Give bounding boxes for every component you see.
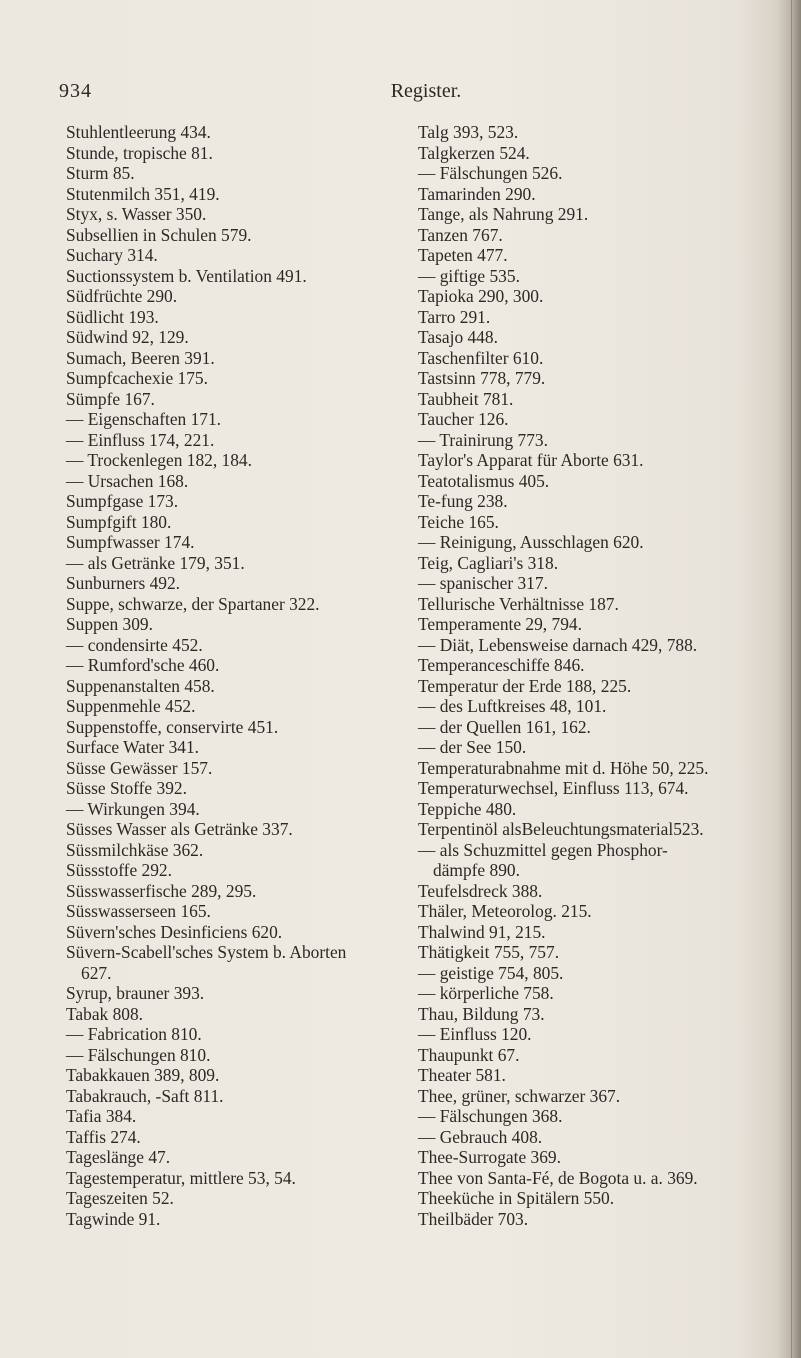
index-entry: Süsse Stoffe 392.: [66, 778, 187, 798]
index-entry: Teatotalismus 405.: [418, 470, 550, 491]
index-entry: Theeküche in Spitälern 550.: [418, 1188, 615, 1208]
index-entry: Thaupunkt 67.: [418, 1044, 520, 1065]
index-entry: Tanzen 767.: [418, 224, 503, 245]
page-header: [0, 80, 801, 106]
index-entry: Thee von Santa-Fé, de Bogota u. a. 369.: [418, 1167, 698, 1188]
index-entry: Thee-Surrogate 369.: [418, 1147, 561, 1167]
page-edge-line: [791, 0, 792, 1358]
index-entry: Sümpfe 167.: [66, 388, 155, 409]
index-entry: Süsse Gewässer 157.: [66, 757, 213, 778]
index-entry: Taschenfilter 610.: [418, 347, 544, 368]
index-entry: Tabakrauch, -Saft 811.: [66, 1085, 224, 1106]
index-column-right: [418, 122, 780, 1229]
index-entry: Tageszeiten 52.: [66, 1188, 174, 1208]
index-entry: Süssmilchkäse 362.: [66, 839, 204, 860]
index-entry: — geistige 754, 805.: [418, 962, 564, 983]
index-entry: Tamarinden 290.: [418, 183, 536, 204]
index-entry: Süssstoffe 292.: [66, 860, 172, 880]
page-edge-shadow: [777, 0, 801, 1358]
index-entry: Temperaturwechsel, Einfluss 113, 674.: [418, 778, 689, 798]
index-entry: Sumach, Beeren 391.: [66, 347, 215, 368]
index-entry: Tabakkauen 389, 809.: [66, 1065, 220, 1085]
index-entry: — Diät, Lebensweise darnach 429, 788.: [418, 634, 698, 655]
index-entry: — des Luftkreises 48, 101.: [418, 696, 607, 716]
index-entry: — Ursachen 168.: [66, 470, 189, 491]
index-entry: — Fälschungen 810.: [66, 1044, 211, 1065]
index-entry: Temperatur der Erde 188, 225.: [418, 675, 632, 696]
index-entry: Thalwind 91, 215.: [418, 921, 546, 942]
index-entry: — der See 150.: [418, 737, 527, 757]
index-entry: — Trockenlegen 182, 184.: [66, 450, 252, 470]
index-entry: Süvern'sches Desinficiens 620.: [66, 921, 283, 942]
index-entry: Te-fung 238.: [418, 491, 508, 511]
index-entry: — condensirte 452.: [66, 634, 203, 655]
index-entry: Sturm 85.: [66, 163, 135, 183]
index-entry: Temperanceschiffe 846.: [418, 655, 585, 675]
index-entry: Tellurische Verhältnisse 187.: [418, 593, 619, 614]
index-entry: Suppenstoffe, conservirte 451.: [66, 716, 279, 737]
index-entry: Stutenmilch 351, 419.: [66, 183, 220, 204]
index-entry: Talgkerzen 524.: [418, 142, 530, 163]
page-number: 934: [59, 80, 92, 102]
index-entry: — spanischer 317.: [418, 573, 548, 593]
index-entry: Theilbäder 703.: [418, 1208, 529, 1229]
index-entry: Südwind 92, 129.: [66, 327, 189, 347]
index-entry: Süsswasserseen 165.: [66, 901, 211, 921]
index-entry: Suppenanstalten 458.: [66, 675, 215, 696]
index-entry: Talg 393, 523.: [418, 122, 519, 142]
index-entry: — Trainirung 773.: [418, 429, 548, 450]
index-entry: Suppe, schwarze, der Spartaner 322.: [66, 593, 320, 614]
index-entry: — Rumford'sche 460.: [66, 655, 220, 675]
index-entry: — als Schuzmittel gegen Phosphor-: [418, 839, 668, 860]
index-entry: Teig, Cagliari's 318.: [418, 552, 559, 573]
index-entry: Syrup, brauner 393.: [66, 983, 205, 1003]
index-entry: Subsellien in Schulen 579.: [66, 224, 252, 245]
index-entry: Tastsinn 778, 779.: [418, 368, 546, 388]
index-entry: — Eigenschaften 171.: [66, 409, 222, 429]
index-entry: Tagwinde 91.: [66, 1208, 161, 1229]
index-entry: — Fälschungen 368.: [418, 1106, 563, 1126]
index-column-left: [66, 122, 391, 1229]
index-entry: — Fabrication 810.: [66, 1024, 202, 1044]
index-entry: Temperamente 29, 794.: [418, 614, 582, 634]
index-entry: Süvern-Scabell'sches System b. Aborten: [66, 942, 347, 962]
index-entry: dämpfe 890.: [433, 860, 520, 880]
index-entry: Sumpfgase 173.: [66, 491, 179, 511]
index-entry: — der Quellen 161, 162.: [418, 716, 591, 737]
index-entry: Suctionssystem b. Ventilation 491.: [66, 265, 307, 286]
index-entry: Sumpfwasser 174.: [66, 532, 195, 552]
index-entry: Sumpfgift 180.: [66, 511, 172, 532]
index-entry: — Wirkungen 394.: [66, 798, 200, 819]
index-entry: Teiche 165.: [418, 511, 499, 532]
index-entry: Tageslänge 47.: [66, 1147, 171, 1167]
index-entry: Suchary 314.: [66, 245, 158, 265]
index-entry: Theater 581.: [418, 1065, 506, 1085]
index-entry: — Fälschungen 526.: [418, 163, 563, 183]
index-entry: — Einfluss 120.: [418, 1024, 532, 1044]
index-entry: Styx, s. Wasser 350.: [66, 204, 207, 224]
index-entry: Suppen 309.: [66, 614, 153, 634]
index-entry: Taffis 274.: [66, 1126, 141, 1147]
index-entry: Surface Water 341.: [66, 737, 200, 757]
index-entry: Tabak 808.: [66, 1003, 144, 1024]
index-entry: Taylor's Apparat für Aborte 631.: [418, 450, 644, 470]
index-entry: Suppenmehle 452.: [66, 696, 196, 716]
index-entry: — als Getränke 179, 351.: [66, 552, 245, 573]
index-entry: Tasajo 448.: [418, 327, 498, 347]
index-entry: Südlicht 193.: [66, 306, 159, 327]
index-entry: Tapeten 477.: [418, 245, 508, 265]
index-entry: Stunde, tropische 81.: [66, 142, 213, 163]
index-entry: — körperliche 758.: [418, 983, 554, 1003]
index-entry: Terpentinöl alsBeleuchtungsmaterial523.: [418, 819, 704, 839]
index-entry: Tarro 291.: [418, 306, 491, 327]
index-entry: — giftige 535.: [418, 265, 520, 286]
index-entry: — Gebrauch 408.: [418, 1126, 543, 1147]
index-entry: Sunburners 492.: [66, 573, 180, 593]
index-entry: Thee, grüner, schwarzer 367.: [418, 1085, 621, 1106]
index-entry: Sumpfcachexie 175.: [66, 368, 208, 388]
running-title: Register.: [390, 80, 462, 102]
index-entry: Teppiche 480.: [418, 798, 517, 819]
index-entry: Tange, als Nahrung 291.: [418, 204, 589, 224]
index-entry: Tafia 384.: [66, 1106, 137, 1126]
index-entry: — Reinigung, Ausschlagen 620.: [418, 532, 644, 552]
index-entry: Temperaturabnahme mit d. Höhe 50, 225.: [418, 757, 709, 778]
index-entry: Tagestemperatur, mittlere 53, 54.: [66, 1167, 296, 1188]
index-entry: Thau, Bildung 73.: [418, 1003, 545, 1024]
index-entry: Stuhlentleerung 434.: [66, 122, 211, 142]
index-entry: Thäler, Meteorolog. 215.: [418, 901, 592, 921]
index-entry: Taubheit 781.: [418, 388, 514, 409]
index-entry: Teufelsdreck 388.: [418, 880, 543, 901]
index-entry: Thätigkeit 755, 757.: [418, 942, 560, 962]
index-entry: Südfrüchte 290.: [66, 286, 178, 306]
index-entry: Süsses Wasser als Getränke 337.: [66, 819, 293, 839]
index-entry: 627.: [81, 962, 112, 983]
index-entry: Süsswasserfische 289, 295.: [66, 880, 257, 901]
index-entry: — Einfluss 174, 221.: [66, 429, 215, 450]
index-entry: Taucher 126.: [418, 409, 509, 429]
index-entry: Tapioka 290, 300.: [418, 286, 544, 306]
